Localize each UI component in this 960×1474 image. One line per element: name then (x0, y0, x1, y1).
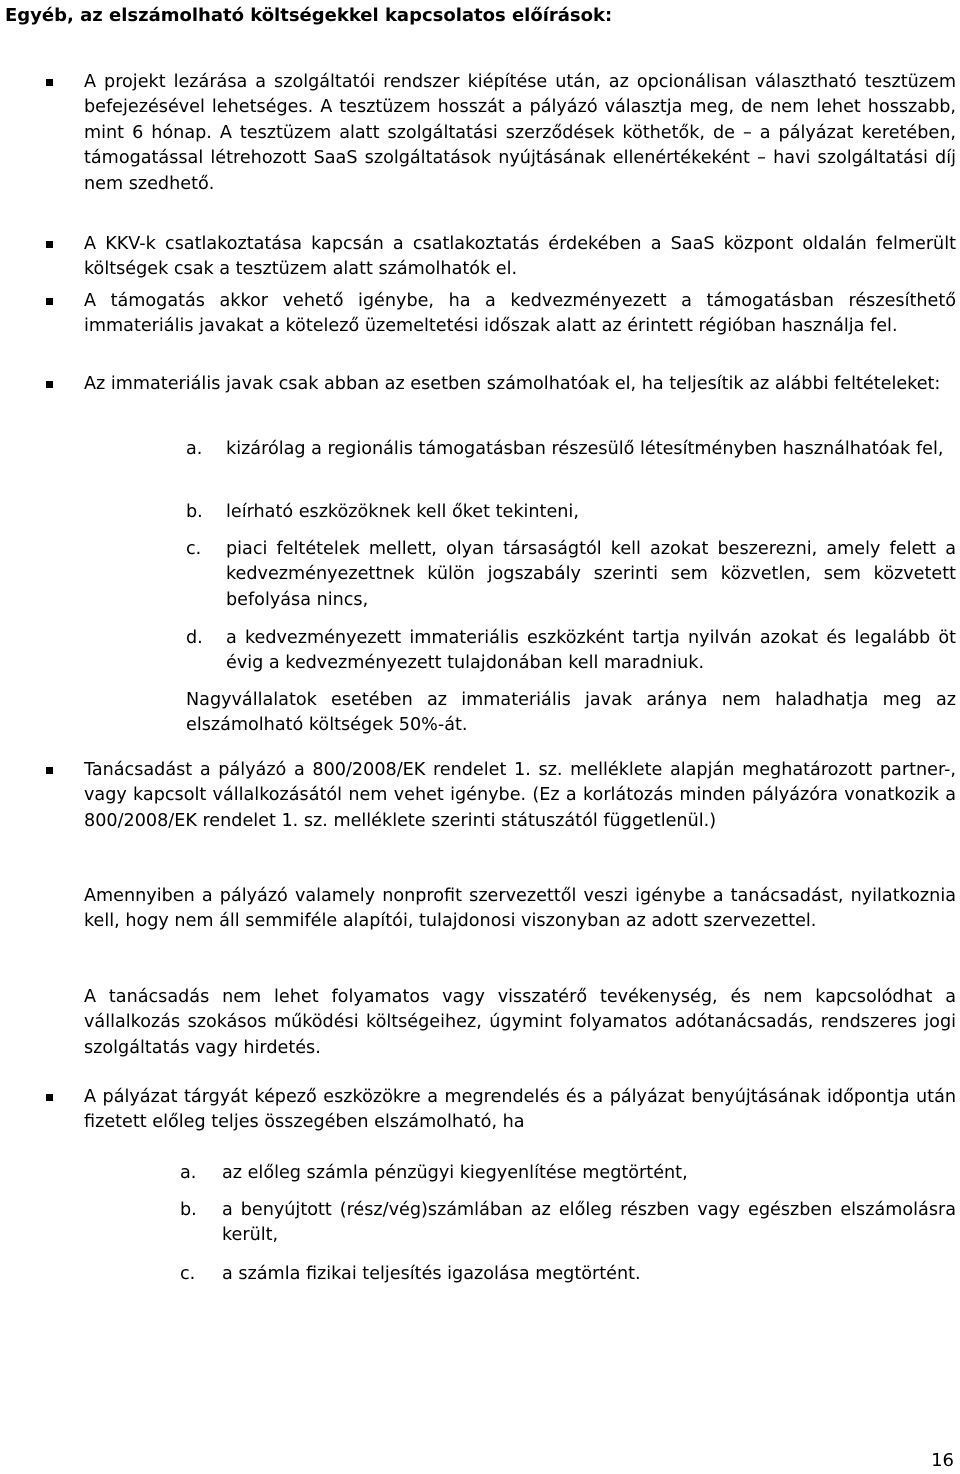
bullet-text: A KKV-k csatlakoztatása kapcsán a csatlakoztatás érdekében a SaaS központ oldalán felmerült költségek csak a tesztüzem alatt számolhatók el. (84, 234, 956, 280)
section-heading: Egyéb, az elszámolható költségekkel kapcsolatos előírások: (5, 5, 613, 26)
condition-marker: b. (186, 502, 203, 522)
large-enterprise-note: Nagyvállalatok esetében az immateriális javak aránya nem haladhatja meg az elszámolható költségek 50%-át. (186, 690, 956, 736)
bullet-item-kkv-connection (84, 232, 956, 283)
condition-marker: b. (180, 1200, 197, 1220)
condition-item-a (186, 437, 956, 462)
bullet-item-intangible-assets (84, 372, 956, 397)
bullet-square-icon (46, 79, 53, 86)
bullet-text: A támogatás akkor vehető igénybe, ha a kedvezményezett a támogatásban részesíthető immateriális javakat a kötelező üzemeltetési időszak alatt az érintett régióban használja fel. (84, 291, 956, 337)
bullet-item-advance-payment (84, 1085, 956, 1136)
advice-nonprofit-paragraph: Amennyiben a pályázó valamely nonprofit szervezettől veszi igénybe a tanácsadást, nyilatkoznia kell, hogy nem áll semmiféle alapítói, tulajdonosi viszonyban az adott szervezettel. (84, 886, 956, 932)
bullet-text: Tanácsadást a pályázó a 800/2008/EK rendelet 1. sz. melléklete alapján meghatározott partner-, vagy kapcsolt vállalkozásától nem vehet igénybe. (Ez a korlátozás minden pályázóra vonatkozik a 800/2008/EK rendelet 1. sz. melléklete szerinti státuszától függetlenül.) (84, 760, 956, 831)
advice-continuity-paragraph: A tanácsadás nem lehet folyamatos vagy visszatérő tevékenység, és nem kapcsolódhat a vállalkozás szokásos működési költségeihez, úgymint folyamatos adótanácsadás, rendszeres jogi szolgáltatás vagy hirdetés. (84, 987, 956, 1058)
condition-text: a kedvezményezett immateriális eszközként tartja nyilván azokat és legalább öt évig a kedvezményezett tulajdonában kell maradniuk. (226, 628, 956, 674)
advance-condition-a (180, 1161, 956, 1186)
bullet-square-icon (46, 298, 53, 305)
condition-text: a benyújtott (rész/vég)számlában az előleg részben vagy egészben elszámolásra került, (222, 1200, 956, 1246)
condition-text: piaci feltételek mellett, olyan társaságtól kell azokat beszerezni, amely felett a kedvezményezettnek külön jogszabály szerinti sem közvetlen, sem közvetett befolyása nincs, (226, 539, 956, 610)
condition-item-b (186, 500, 956, 525)
condition-marker: a. (186, 439, 203, 459)
advance-condition-c (180, 1262, 956, 1287)
condition-marker: d. (186, 628, 203, 648)
page-number: 16 (931, 1450, 954, 1471)
condition-text: kizárólag a regionális támogatásban részesülő létesítményben használhatóak fel, (226, 439, 944, 459)
condition-item-c (186, 537, 956, 613)
bullet-item-advice (84, 758, 956, 834)
bullet-square-icon (46, 767, 53, 774)
advance-condition-b (180, 1198, 956, 1249)
condition-text: az előleg számla pénzügyi kiegyenlítése megtörtént, (222, 1163, 688, 1183)
bullet-item-project-closure (84, 70, 956, 197)
condition-item-d (186, 626, 956, 677)
condition-marker: c. (180, 1264, 196, 1284)
bullet-text: A projekt lezárása a szolgáltatói rendszer kiépítése után, az opcionálisan választható tesztüzem befejezésével lehetséges. A tesztüzem hosszát a pályázó választja meg, de nem lehet hosszabb, mint 6 hónap. A tesztüzem alatt szolgáltatási szerződések köthetők, de – a pályázat keretében, támogatással létrehozott SaaS szolgáltatások nyújtásának ellenértékeként – havi szolgáltatási díj nem szedhető. (84, 72, 956, 194)
bullet-square-icon (46, 1094, 53, 1101)
condition-marker: c. (186, 539, 202, 559)
bullet-text: A pályázat tárgyát képező eszközökre a megrendelés és a pályázat benyújtásának időpontja után fizetett előleg teljes összegében elszámolható, ha (84, 1087, 956, 1133)
bullet-text: Az immateriális javak csak abban az esetben számolhatóak el, ha teljesítik az alábbi feltételeket: (84, 374, 941, 394)
condition-text: a számla fizikai teljesítés igazolása megtörtént. (222, 1264, 641, 1284)
bullet-square-icon (46, 241, 53, 248)
bullet-square-icon (46, 381, 53, 388)
condition-text: leírható eszközöknek kell őket tekinteni, (226, 502, 579, 522)
bullet-item-support-usage (84, 289, 956, 340)
condition-marker: a. (180, 1163, 197, 1183)
